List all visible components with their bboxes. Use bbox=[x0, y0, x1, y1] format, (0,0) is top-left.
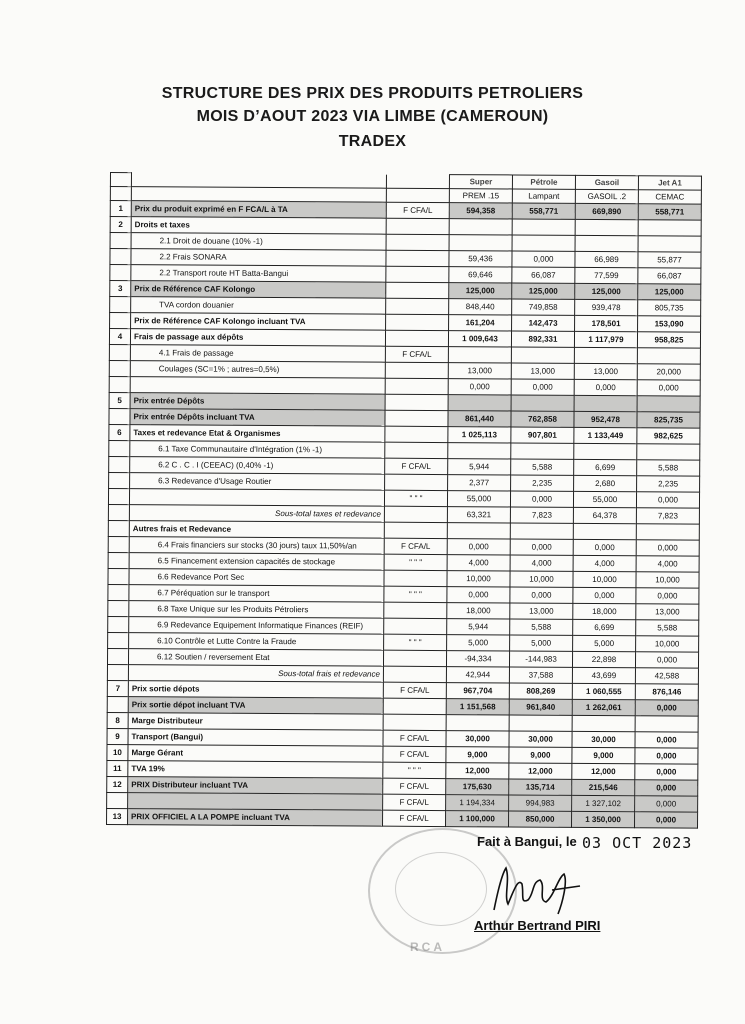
price-cell: 13,000 bbox=[448, 363, 511, 379]
price-cell: 5,588 bbox=[510, 619, 573, 635]
price-cell: 861,440 bbox=[448, 411, 511, 427]
price-cell bbox=[574, 395, 637, 411]
row-unit bbox=[386, 266, 449, 282]
row-number: 5 bbox=[109, 392, 130, 408]
row-unit bbox=[386, 250, 449, 266]
price-cell: 6,699 bbox=[574, 459, 637, 475]
row-label: Taxes et redevance Etat & Organismes bbox=[130, 425, 385, 443]
row-unit: F CFA/L bbox=[383, 730, 446, 746]
row-unit: " " " bbox=[384, 586, 447, 602]
price-cell bbox=[446, 715, 509, 731]
row-label: Prix entrée Dépôts incluant TVA bbox=[130, 409, 385, 427]
row-number bbox=[108, 632, 129, 648]
title-line-3: TRADEX bbox=[338, 133, 407, 150]
price-cell: 0,000 bbox=[635, 812, 698, 828]
price-cell: 0,000 bbox=[511, 379, 574, 395]
row-label: 6.7 Péréquation sur le transport bbox=[129, 585, 384, 603]
row-number bbox=[108, 536, 129, 552]
row-unit bbox=[386, 282, 449, 298]
price-cell bbox=[511, 347, 574, 363]
row-number bbox=[108, 552, 129, 568]
price-cell bbox=[511, 395, 574, 411]
row-label: 4.1 Frais de passage bbox=[130, 345, 385, 363]
price-cell: 30,000 bbox=[509, 731, 572, 747]
price-cell: 42,944 bbox=[446, 667, 509, 683]
price-cell: 994,983 bbox=[509, 795, 572, 811]
price-cell: 982,625 bbox=[637, 428, 700, 444]
price-cell: 848,440 bbox=[449, 299, 512, 315]
row-unit bbox=[384, 570, 447, 586]
row-label: 6.3 Redevance d'Usage Routier bbox=[130, 473, 385, 491]
price-cell bbox=[635, 716, 698, 732]
price-cell bbox=[573, 523, 636, 539]
price-cell: 558,771 bbox=[512, 203, 575, 219]
row-label: 6.8 Taxe Unique sur les Produits Pétroliers bbox=[129, 601, 384, 619]
price-cell: 1 009,643 bbox=[448, 331, 511, 347]
price-cell: 66,087 bbox=[512, 267, 575, 283]
row-unit: F CFA/L bbox=[383, 778, 446, 794]
price-cell: 958,825 bbox=[637, 332, 700, 348]
price-cell: 178,501 bbox=[575, 315, 638, 331]
row-number: 8 bbox=[107, 712, 128, 728]
row-unit: " " " bbox=[384, 490, 447, 506]
row-number bbox=[110, 233, 131, 249]
row-number: 9 bbox=[107, 728, 128, 744]
price-cell: 66,087 bbox=[638, 268, 701, 284]
price-cell: 7,823 bbox=[636, 508, 699, 524]
price-cell: 907,801 bbox=[511, 427, 574, 443]
price-cell bbox=[509, 715, 572, 731]
price-cell: 5,588 bbox=[511, 459, 574, 475]
price-cell: 6,699 bbox=[573, 619, 636, 635]
row-unit bbox=[386, 314, 449, 330]
table-row bbox=[107, 808, 698, 828]
column-header: Jet A1 bbox=[638, 176, 701, 190]
price-cell: 0,000 bbox=[636, 588, 699, 604]
row-label: TVA 19% bbox=[128, 761, 383, 779]
price-cell: 0,000 bbox=[637, 380, 700, 396]
price-cell: 13,000 bbox=[510, 603, 573, 619]
price-cell: 0,000 bbox=[447, 587, 510, 603]
price-cell: 1 262,061 bbox=[572, 699, 635, 715]
price-cell bbox=[637, 444, 700, 460]
price-cell: 4,000 bbox=[573, 555, 636, 571]
price-cell: 135,714 bbox=[509, 779, 572, 795]
price-cell: 77,599 bbox=[575, 267, 638, 283]
row-label: Sous-total frais et redevance bbox=[128, 665, 383, 683]
price-cell: 42,588 bbox=[635, 668, 698, 684]
price-cell: 0,000 bbox=[510, 539, 573, 555]
price-cell: 558,771 bbox=[638, 204, 701, 220]
price-cell: 9,000 bbox=[572, 747, 635, 763]
price-cell: 18,000 bbox=[447, 603, 510, 619]
row-unit: F CFA/L bbox=[383, 794, 446, 810]
row-unit bbox=[384, 522, 447, 538]
row-unit bbox=[386, 298, 449, 314]
price-cell: 161,204 bbox=[449, 315, 512, 331]
row-number bbox=[108, 568, 129, 584]
price-cell: 4,000 bbox=[636, 556, 699, 572]
row-unit: F CFA/L bbox=[384, 538, 447, 554]
row-number bbox=[108, 520, 129, 536]
price-cell: 69,646 bbox=[449, 267, 512, 283]
row-label: 6.5 Financement extension capacités de stockage bbox=[129, 553, 384, 571]
row-label bbox=[129, 489, 384, 507]
price-cell: 2,680 bbox=[574, 475, 637, 491]
row-unit: F CFA/L bbox=[385, 346, 448, 362]
row-unit bbox=[385, 378, 448, 394]
row-label bbox=[130, 377, 385, 395]
price-cell: 125,000 bbox=[449, 283, 512, 299]
row-label: 6.4 Frais financiers sur stocks (30 jours) taux 11,50%/an bbox=[129, 537, 384, 555]
row-unit bbox=[384, 602, 447, 618]
price-cell bbox=[575, 235, 638, 251]
row-number: 1 bbox=[110, 201, 131, 217]
price-cell: 64,378 bbox=[573, 507, 636, 523]
row-number: 2 bbox=[110, 217, 131, 233]
row-label bbox=[128, 793, 383, 811]
row-number: 7 bbox=[107, 680, 128, 696]
price-cell: 0,000 bbox=[447, 539, 510, 555]
price-cell: 5,944 bbox=[448, 459, 511, 475]
row-unit: F CFA/L bbox=[385, 458, 448, 474]
price-cell: 0,000 bbox=[510, 587, 573, 603]
row-unit bbox=[385, 410, 448, 426]
price-cell: 22,898 bbox=[572, 651, 635, 667]
price-cell: 0,000 bbox=[574, 379, 637, 395]
row-label: Marge Gérant bbox=[128, 745, 383, 763]
row-unit bbox=[384, 618, 447, 634]
price-cell: 10,000 bbox=[573, 571, 636, 587]
price-cell: 0,000 bbox=[510, 491, 573, 507]
price-cell: 63,321 bbox=[447, 507, 510, 523]
price-cell: 5,000 bbox=[573, 635, 636, 651]
row-unit: " " " bbox=[384, 554, 447, 570]
row-label: Autres frais et Redevance bbox=[129, 521, 384, 539]
price-cell: 13,000 bbox=[511, 363, 574, 379]
price-cell: 125,000 bbox=[638, 284, 701, 300]
column-subheader: PREM .15 bbox=[449, 189, 512, 203]
price-cell bbox=[449, 219, 512, 235]
place-label: Fait à Bangui, le bbox=[477, 834, 577, 849]
row-number bbox=[109, 360, 130, 376]
row-number bbox=[110, 249, 131, 265]
price-cell: 153,090 bbox=[638, 316, 701, 332]
price-cell: 1 060,555 bbox=[572, 683, 635, 699]
price-cell: 10,000 bbox=[636, 572, 699, 588]
row-label: Marge Distributeur bbox=[128, 713, 383, 731]
row-number bbox=[108, 616, 129, 632]
price-cell bbox=[636, 524, 699, 540]
row-number bbox=[107, 792, 128, 808]
row-unit: " " " bbox=[383, 762, 446, 778]
price-cell bbox=[575, 219, 638, 235]
price-cell: 0,000 bbox=[635, 652, 698, 668]
price-cell bbox=[572, 715, 635, 731]
row-unit: F CFA/L bbox=[383, 810, 446, 826]
row-label: Prix sortie dépot incluant TVA bbox=[128, 697, 383, 715]
title-line-2: MOIS D’AOUT 2023 VIA LIMBE (CAMEROUN) bbox=[196, 108, 549, 125]
price-cell: 66,989 bbox=[575, 251, 638, 267]
price-cell bbox=[448, 347, 511, 363]
row-number bbox=[109, 472, 130, 488]
price-cell: 594,358 bbox=[449, 203, 512, 219]
price-cell: 55,000 bbox=[447, 491, 510, 507]
row-number bbox=[110, 297, 131, 313]
price-cell bbox=[638, 236, 701, 252]
table-body bbox=[107, 173, 702, 829]
price-cell bbox=[574, 347, 637, 363]
price-cell: 0,000 bbox=[635, 700, 698, 716]
row-label: Coulages (SC=1% ; autres=0,5%) bbox=[130, 361, 385, 379]
row-label: 2.2 Frais SONARA bbox=[131, 249, 386, 267]
price-cell: 5,588 bbox=[636, 620, 699, 636]
row-label: 6.9 Redevance Equipement Informatique Finances (REIF) bbox=[129, 617, 384, 635]
price-cell: 1 327,102 bbox=[572, 795, 635, 811]
price-cell: 1 117,979 bbox=[574, 331, 637, 347]
price-cell: 125,000 bbox=[575, 283, 638, 299]
row-number: 12 bbox=[107, 776, 128, 792]
price-cell: 0,000 bbox=[512, 251, 575, 267]
row-label: Sous-total taxes et redevance bbox=[129, 505, 384, 523]
row-label: 2.2 Transport route HT Batta-Bangui bbox=[131, 265, 386, 283]
price-cell: 749,858 bbox=[512, 299, 575, 315]
price-cell: 825,735 bbox=[637, 412, 700, 428]
row-number bbox=[107, 696, 128, 712]
signatory-name: Arthur Bertrand PIRI bbox=[474, 918, 601, 933]
price-cell: 37,588 bbox=[509, 667, 572, 683]
price-cell: 808,269 bbox=[509, 683, 572, 699]
price-cell bbox=[512, 235, 575, 251]
row-number bbox=[107, 664, 128, 680]
row-label: PRIX OFFICIEL A LA POMPE incluant TVA bbox=[128, 809, 383, 827]
price-cell: 952,478 bbox=[574, 411, 637, 427]
price-cell: 0,000 bbox=[573, 539, 636, 555]
price-cell: 961,840 bbox=[509, 699, 572, 715]
price-cell: 1 133,449 bbox=[574, 427, 637, 443]
price-structure-table bbox=[106, 172, 702, 829]
price-cell: 0,000 bbox=[636, 492, 699, 508]
price-cell: 215,546 bbox=[572, 779, 635, 795]
price-cell: 9,000 bbox=[446, 747, 509, 763]
row-unit: F CFA/L bbox=[386, 202, 449, 218]
column-subheader: CEMAC bbox=[638, 190, 701, 204]
column-subheader: Lampant bbox=[512, 189, 575, 203]
price-cell: 2,235 bbox=[511, 475, 574, 491]
column-header: Super bbox=[449, 175, 512, 189]
row-number bbox=[108, 600, 129, 616]
price-cell: 0,000 bbox=[635, 780, 698, 796]
price-cell: 12,000 bbox=[509, 763, 572, 779]
price-cell: 142,473 bbox=[512, 315, 575, 331]
row-unit bbox=[383, 714, 446, 730]
row-number bbox=[108, 488, 129, 504]
price-cell: 2,377 bbox=[448, 475, 511, 491]
price-cell: 805,735 bbox=[638, 300, 701, 316]
row-unit bbox=[385, 330, 448, 346]
price-cell: 5,944 bbox=[447, 619, 510, 635]
row-label: 2.1 Droit de douane (10% -1) bbox=[131, 233, 386, 251]
row-label: Frais de passage aux dépôts bbox=[130, 329, 385, 347]
row-number bbox=[107, 648, 128, 664]
price-cell: 55,000 bbox=[573, 491, 636, 507]
price-cell bbox=[449, 235, 512, 251]
row-label: 6.12 Soutien / reversement Etat bbox=[128, 649, 383, 667]
column-header: Pétrole bbox=[512, 175, 575, 189]
price-cell: 967,704 bbox=[446, 683, 509, 699]
price-cell: 2,235 bbox=[637, 476, 700, 492]
price-cell: 10,000 bbox=[447, 571, 510, 587]
price-cell: 4,000 bbox=[447, 555, 510, 571]
row-number bbox=[108, 584, 129, 600]
stamp-text: RCA bbox=[410, 940, 445, 954]
row-unit: F CFA/L bbox=[383, 682, 446, 698]
row-unit bbox=[385, 474, 448, 490]
price-cell bbox=[574, 443, 637, 459]
price-cell bbox=[448, 395, 511, 411]
column-subheader: GASOIL .2 bbox=[575, 189, 638, 203]
price-cell: 175,630 bbox=[446, 779, 509, 795]
row-number: 11 bbox=[107, 760, 128, 776]
price-cell: -144,983 bbox=[509, 651, 572, 667]
row-unit bbox=[383, 698, 446, 714]
price-cell: 4,000 bbox=[510, 555, 573, 571]
row-number bbox=[109, 344, 130, 360]
price-cell: 20,000 bbox=[637, 364, 700, 380]
row-number bbox=[109, 456, 130, 472]
price-cell: 850,000 bbox=[509, 811, 572, 827]
row-unit bbox=[385, 426, 448, 442]
row-label: 6.1 Taxe Communautaire d'Intégration (1% -1) bbox=[130, 441, 385, 459]
price-cell bbox=[512, 219, 575, 235]
handwritten-signature bbox=[488, 860, 583, 918]
row-number bbox=[109, 376, 130, 392]
row-unit bbox=[385, 442, 448, 458]
column-header: Gasoil bbox=[575, 175, 638, 189]
row-unit bbox=[385, 362, 448, 378]
row-label: PRIX Distributeur incluant TVA bbox=[128, 777, 383, 795]
row-label: Prix de Référence CAF Kolongo incluant TVA bbox=[131, 313, 386, 331]
price-cell: 12,000 bbox=[572, 763, 635, 779]
row-label: Prix entrée Dépôts bbox=[130, 393, 385, 411]
row-unit bbox=[385, 394, 448, 410]
price-cell: 1 350,000 bbox=[572, 811, 635, 827]
row-label: 6.10 Contrôle et Lutte Contre la Fraude bbox=[129, 633, 384, 651]
row-label: Prix du produit exprimé en F FCA/L à TA bbox=[131, 201, 386, 219]
price-cell: 5,588 bbox=[637, 460, 700, 476]
price-cell: 5,000 bbox=[447, 635, 510, 651]
price-cell: 59,436 bbox=[449, 251, 512, 267]
row-unit: " " " bbox=[384, 634, 447, 650]
row-number: 3 bbox=[110, 281, 131, 297]
price-cell bbox=[638, 220, 701, 236]
price-cell: 18,000 bbox=[573, 603, 636, 619]
price-cell: 0,000 bbox=[573, 587, 636, 603]
price-cell: 762,858 bbox=[511, 411, 574, 427]
price-cell: 5,000 bbox=[510, 635, 573, 651]
price-cell: 7,823 bbox=[510, 507, 573, 523]
row-unit bbox=[386, 234, 449, 250]
price-cell: 13,000 bbox=[636, 604, 699, 620]
row-label: Prix sortie dépots bbox=[128, 681, 383, 699]
row-number bbox=[110, 313, 131, 329]
row-number bbox=[108, 504, 129, 520]
price-cell bbox=[510, 523, 573, 539]
row-unit bbox=[384, 506, 447, 522]
price-cell: 0,000 bbox=[636, 540, 699, 556]
row-label: Prix de Référence CAF Kolongo bbox=[131, 281, 386, 299]
row-unit bbox=[383, 650, 446, 666]
price-cell: 892,331 bbox=[511, 331, 574, 347]
row-label: Transport (Bangui) bbox=[128, 729, 383, 747]
price-cell: 0,000 bbox=[448, 379, 511, 395]
row-unit bbox=[386, 218, 449, 234]
price-cell: 1 194,334 bbox=[446, 795, 509, 811]
price-cell: 1 100,000 bbox=[446, 811, 509, 827]
row-unit: F CFA/L bbox=[383, 746, 446, 762]
signature-date: 03 OCT 2023 bbox=[582, 834, 693, 852]
price-cell bbox=[637, 348, 700, 364]
price-cell: 30,000 bbox=[446, 731, 509, 747]
price-cell: 876,146 bbox=[635, 684, 698, 700]
price-cell: 669,890 bbox=[575, 203, 638, 219]
title-line-1: STRUCTURE DES PRIX DES PRODUITS PETROLIERS bbox=[161, 85, 584, 102]
row-unit bbox=[383, 666, 446, 682]
row-label: TVA cordon douanier bbox=[131, 297, 386, 315]
price-cell: 0,000 bbox=[635, 748, 698, 764]
price-cell: 0,000 bbox=[635, 796, 698, 812]
row-number bbox=[109, 440, 130, 456]
row-number bbox=[110, 265, 131, 281]
price-cell: 13,000 bbox=[574, 363, 637, 379]
price-cell: 125,000 bbox=[512, 283, 575, 299]
price-cell: 55,877 bbox=[638, 252, 701, 268]
stamp-emblem bbox=[395, 852, 487, 926]
row-label: 6.2 C . C . I (CEEAC) (0,40% -1) bbox=[130, 457, 385, 475]
price-cell: 1 025,113 bbox=[448, 427, 511, 443]
row-label: 6.6 Redevance Port Sec bbox=[129, 569, 384, 587]
row-number: 10 bbox=[107, 744, 128, 760]
row-number bbox=[109, 408, 130, 424]
price-cell: -94,334 bbox=[446, 651, 509, 667]
price-cell: 9,000 bbox=[509, 747, 572, 763]
price-cell: 10,000 bbox=[636, 636, 699, 652]
price-cell bbox=[511, 443, 574, 459]
price-cell bbox=[448, 443, 511, 459]
price-cell: 0,000 bbox=[635, 732, 698, 748]
row-number: 13 bbox=[107, 808, 128, 824]
price-cell: 10,000 bbox=[510, 571, 573, 587]
price-cell: 43,699 bbox=[572, 667, 635, 683]
price-cell bbox=[447, 523, 510, 539]
price-cell: 30,000 bbox=[572, 731, 635, 747]
price-cell: 939,478 bbox=[575, 299, 638, 315]
price-cell bbox=[637, 396, 700, 412]
row-label: Droits et taxes bbox=[131, 217, 386, 235]
row-number: 6 bbox=[109, 424, 130, 440]
price-cell: 0,000 bbox=[635, 764, 698, 780]
row-number: 4 bbox=[109, 329, 130, 345]
price-cell: 12,000 bbox=[446, 763, 509, 779]
price-cell: 1 151,568 bbox=[446, 699, 509, 715]
